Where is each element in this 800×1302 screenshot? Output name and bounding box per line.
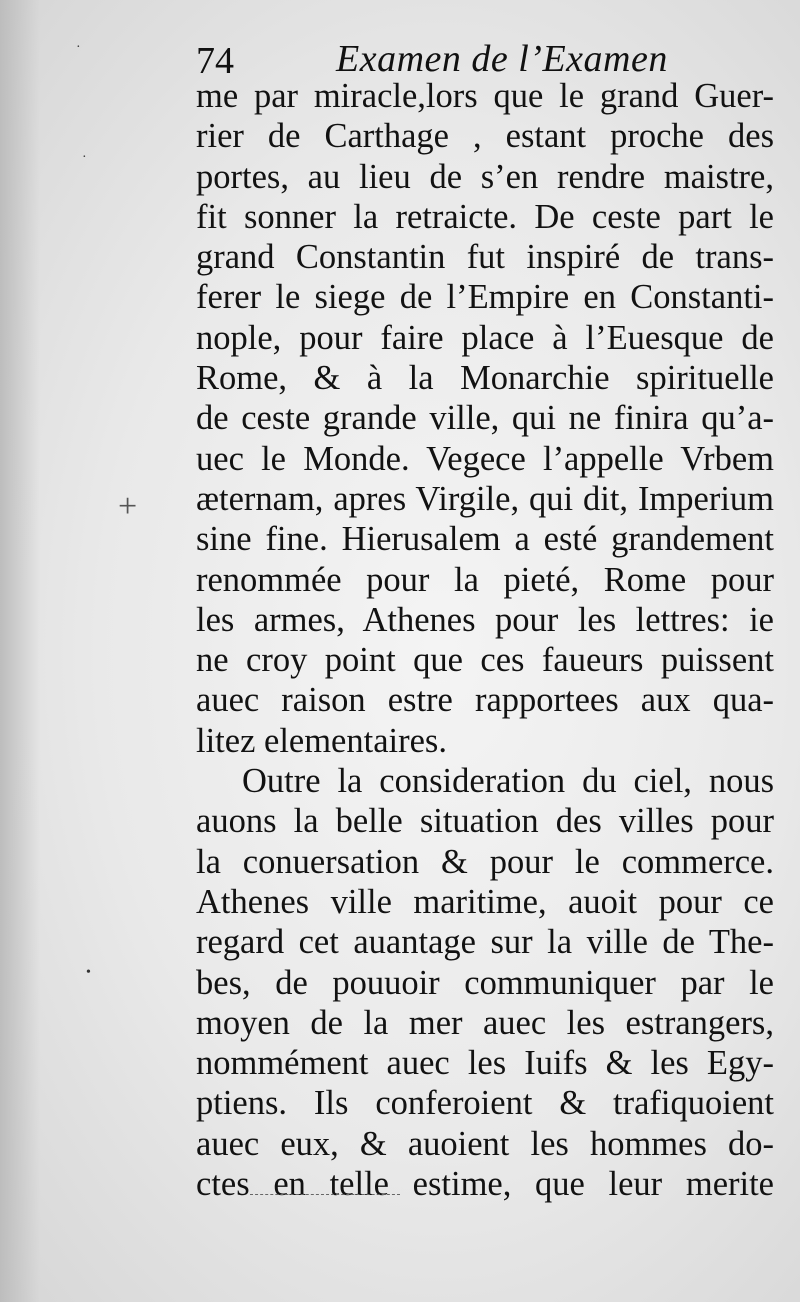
text-line: bes, de pouuoir communiquer par le (196, 963, 774, 1002)
text-line: grand Constantin fut inspiré de trans- (196, 238, 774, 277)
text-line: me par miracle,lors que le grand Guer- (196, 77, 774, 115)
text-line: æternam, apres Virgile, qui dit, Imperium (196, 479, 774, 518)
text-line: Athenes ville maritime, auoit pour ce (196, 882, 774, 921)
catchword-rule (250, 1194, 400, 1196)
text-line: portes, au lieu de s’en rendre maistre, (196, 157, 774, 196)
text-line: uec le Monde. Vegece l’appelle Vrbem (196, 439, 774, 478)
margin-cross-mark: + (118, 488, 138, 525)
text-line: de ceste grande ville, qui ne finira qu’a- (196, 399, 774, 438)
text-line: regard cet auantage sur la ville de The- (196, 923, 774, 962)
text-line: la conuersation & pour le commerce. (196, 842, 774, 881)
running-head: Examen de l’Examen (336, 38, 668, 80)
margin-speck: · (82, 150, 87, 165)
page-gutter-shadow (0, 0, 40, 1302)
text-line: fit sonner la retraicte. De ceste part le (196, 197, 774, 236)
text-line: nommément auec les Iuifs & les Egy- (196, 1044, 774, 1083)
text-line: ptiens. Ils conferoient & trafiquoient (196, 1084, 774, 1123)
text-line: renommée pour la pieté, Rome pour (196, 560, 774, 599)
text-line: Rome, & à la Monarchie spirituelle (196, 359, 774, 398)
text-line: ctes en telle estime, que leur merite (196, 1165, 774, 1204)
text-line: ferer le siege de l’Empire en Constanti- (196, 278, 774, 317)
text-line: sine fine. Hierusalem a esté grandement (196, 520, 774, 559)
text-line: auec raison estre rapportees aux qua- (196, 681, 774, 720)
text-line: Outre la consideration du ciel, nous (242, 762, 774, 801)
margin-speck: • (86, 965, 91, 980)
body-text (196, 76, 774, 1204)
text-line: litez elementaires. (196, 721, 447, 760)
margin-speck: · (76, 40, 81, 55)
text-line: moyen de la mer auec les estrangers, (196, 1003, 774, 1042)
text-line: les armes, Athenes pour les lettres: ie (196, 600, 774, 639)
text-line: rier de Carthage , estant proche des (196, 117, 774, 156)
page-number: 74 (196, 40, 234, 82)
text-line: ne croy point que ces faueurs puissent (196, 641, 774, 680)
text-line: auons la belle situation des villes pour (196, 802, 774, 841)
text-line: nople, pour faire place à l’Euesque de (196, 318, 774, 357)
text-line: auec eux, & auoient les hommes do- (196, 1124, 774, 1163)
